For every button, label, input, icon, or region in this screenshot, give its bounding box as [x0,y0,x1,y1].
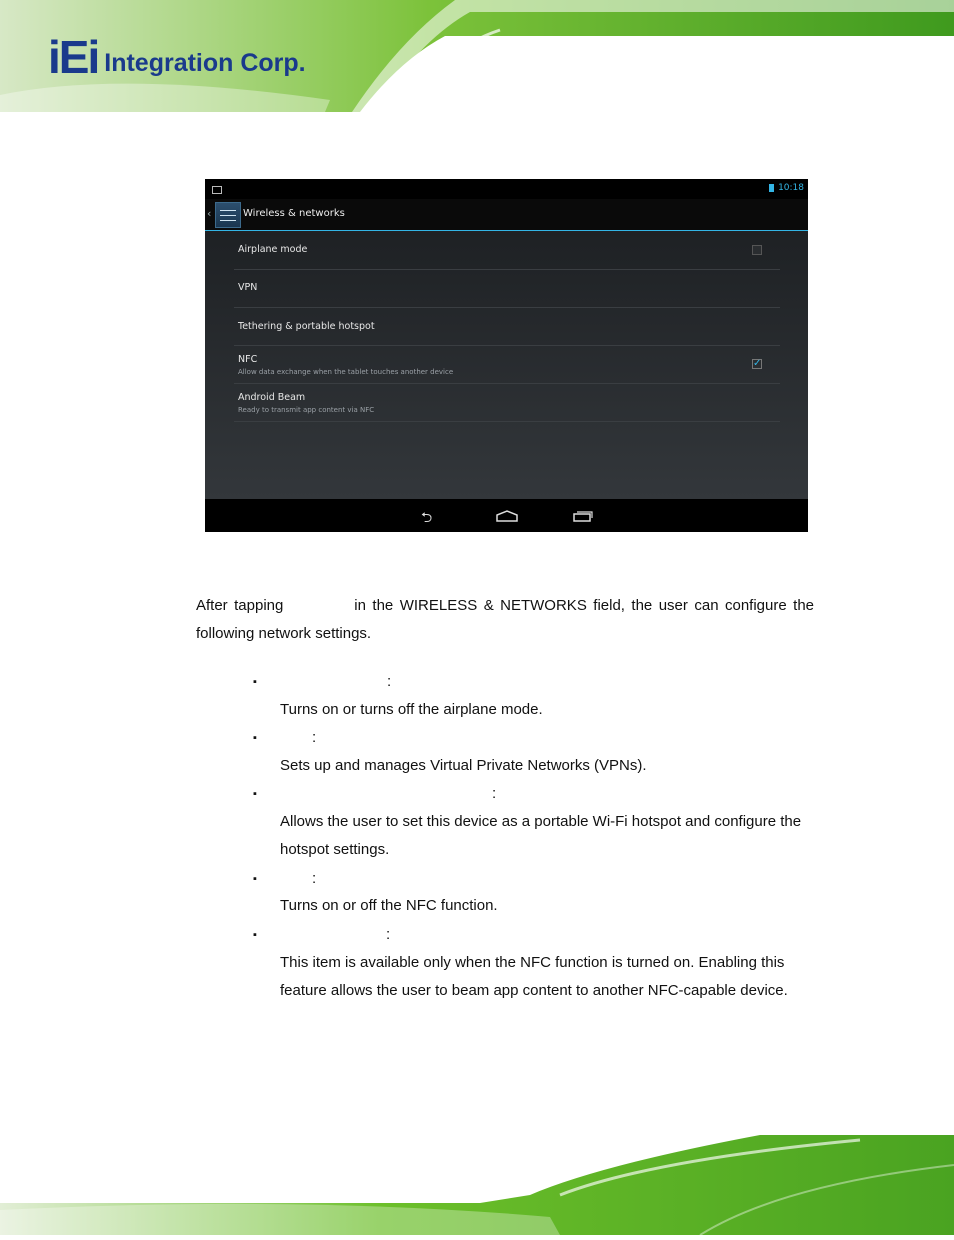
setting-vpn[interactable] [234,269,780,308]
bullet-marker: ▪ [253,732,257,744]
bullet-marker: ▪ [253,676,257,688]
bullet-marker: ▪ [253,788,257,800]
android-screenshot [205,179,808,532]
item-title: Android Beam [238,392,306,403]
description-android-beam: This item is available only when the NFC function is turned on. Enabling this feature allows the user to beam app content to another NFC-capable device. [280,954,788,999]
up-caret-icon[interactable]: ‹ [207,207,212,220]
home-icon[interactable] [495,509,519,523]
description-tethering: Allows the user to set this device as a portable Wi-Fi hotspot and configure the hotspot settings. [280,813,802,858]
battery-icon [769,184,774,192]
screen-title: Wireless & networks [243,208,345,219]
description-nfc: Turns on or off the NFC function. [280,897,498,914]
header-banner [0,0,954,115]
logo-text: Integration Corp. [104,49,306,77]
footer-banner [0,1135,954,1235]
recent-apps-icon[interactable] [572,510,594,522]
intro-text-b: in the WIRELESS & NETWORKS field, the user can configure the following network settings. [196,597,815,642]
nfc-checkbox-checked-icon[interactable]: ✓ [753,358,762,369]
bullet-colon: : [312,870,317,887]
bullet-colon: : [387,673,392,690]
item-title: NFC [238,354,258,365]
item-title: Tethering & portable hotspot [238,321,375,332]
logo-mark: iEi [48,31,99,83]
setting-airplane-mode[interactable] [234,231,780,270]
intro-paragraph [196,592,814,648]
description-vpn: Sets up and manages Virtual Private Networks (VPNs). [280,757,647,774]
bullet-marker: ▪ [253,873,257,885]
settings-list [205,231,808,499]
setting-android-beam[interactable] [234,383,780,422]
intro-text-a: After tapping [196,597,284,614]
item-title: Airplane mode [238,244,308,255]
back-icon[interactable]: ⮌ [421,510,433,526]
action-bar [205,199,808,232]
airplane-mode-checkbox[interactable] [752,245,762,255]
item-title: VPN [238,282,258,293]
bullet-colon: : [386,926,391,943]
navigation-bar [205,499,808,532]
item-subtitle: Allow data exchange when the tablet touches another device [238,368,454,376]
footer-background [0,1135,954,1235]
setting-nfc[interactable] [234,345,780,384]
setting-tethering[interactable] [234,307,780,346]
bullet-colon: : [492,785,497,802]
company-logo [48,28,306,83]
description-airplane-mode: Turns on or turns off the airplane mode. [280,701,543,718]
bullet-marker: ▪ [253,929,257,941]
status-bar [205,179,808,199]
settings-sliders-icon[interactable] [215,202,241,228]
status-time: 10:18 [778,183,804,193]
bullet-colon: : [312,729,317,746]
item-subtitle: Ready to transmit app content via NFC [238,406,375,414]
gallery-notification-icon [212,186,222,194]
